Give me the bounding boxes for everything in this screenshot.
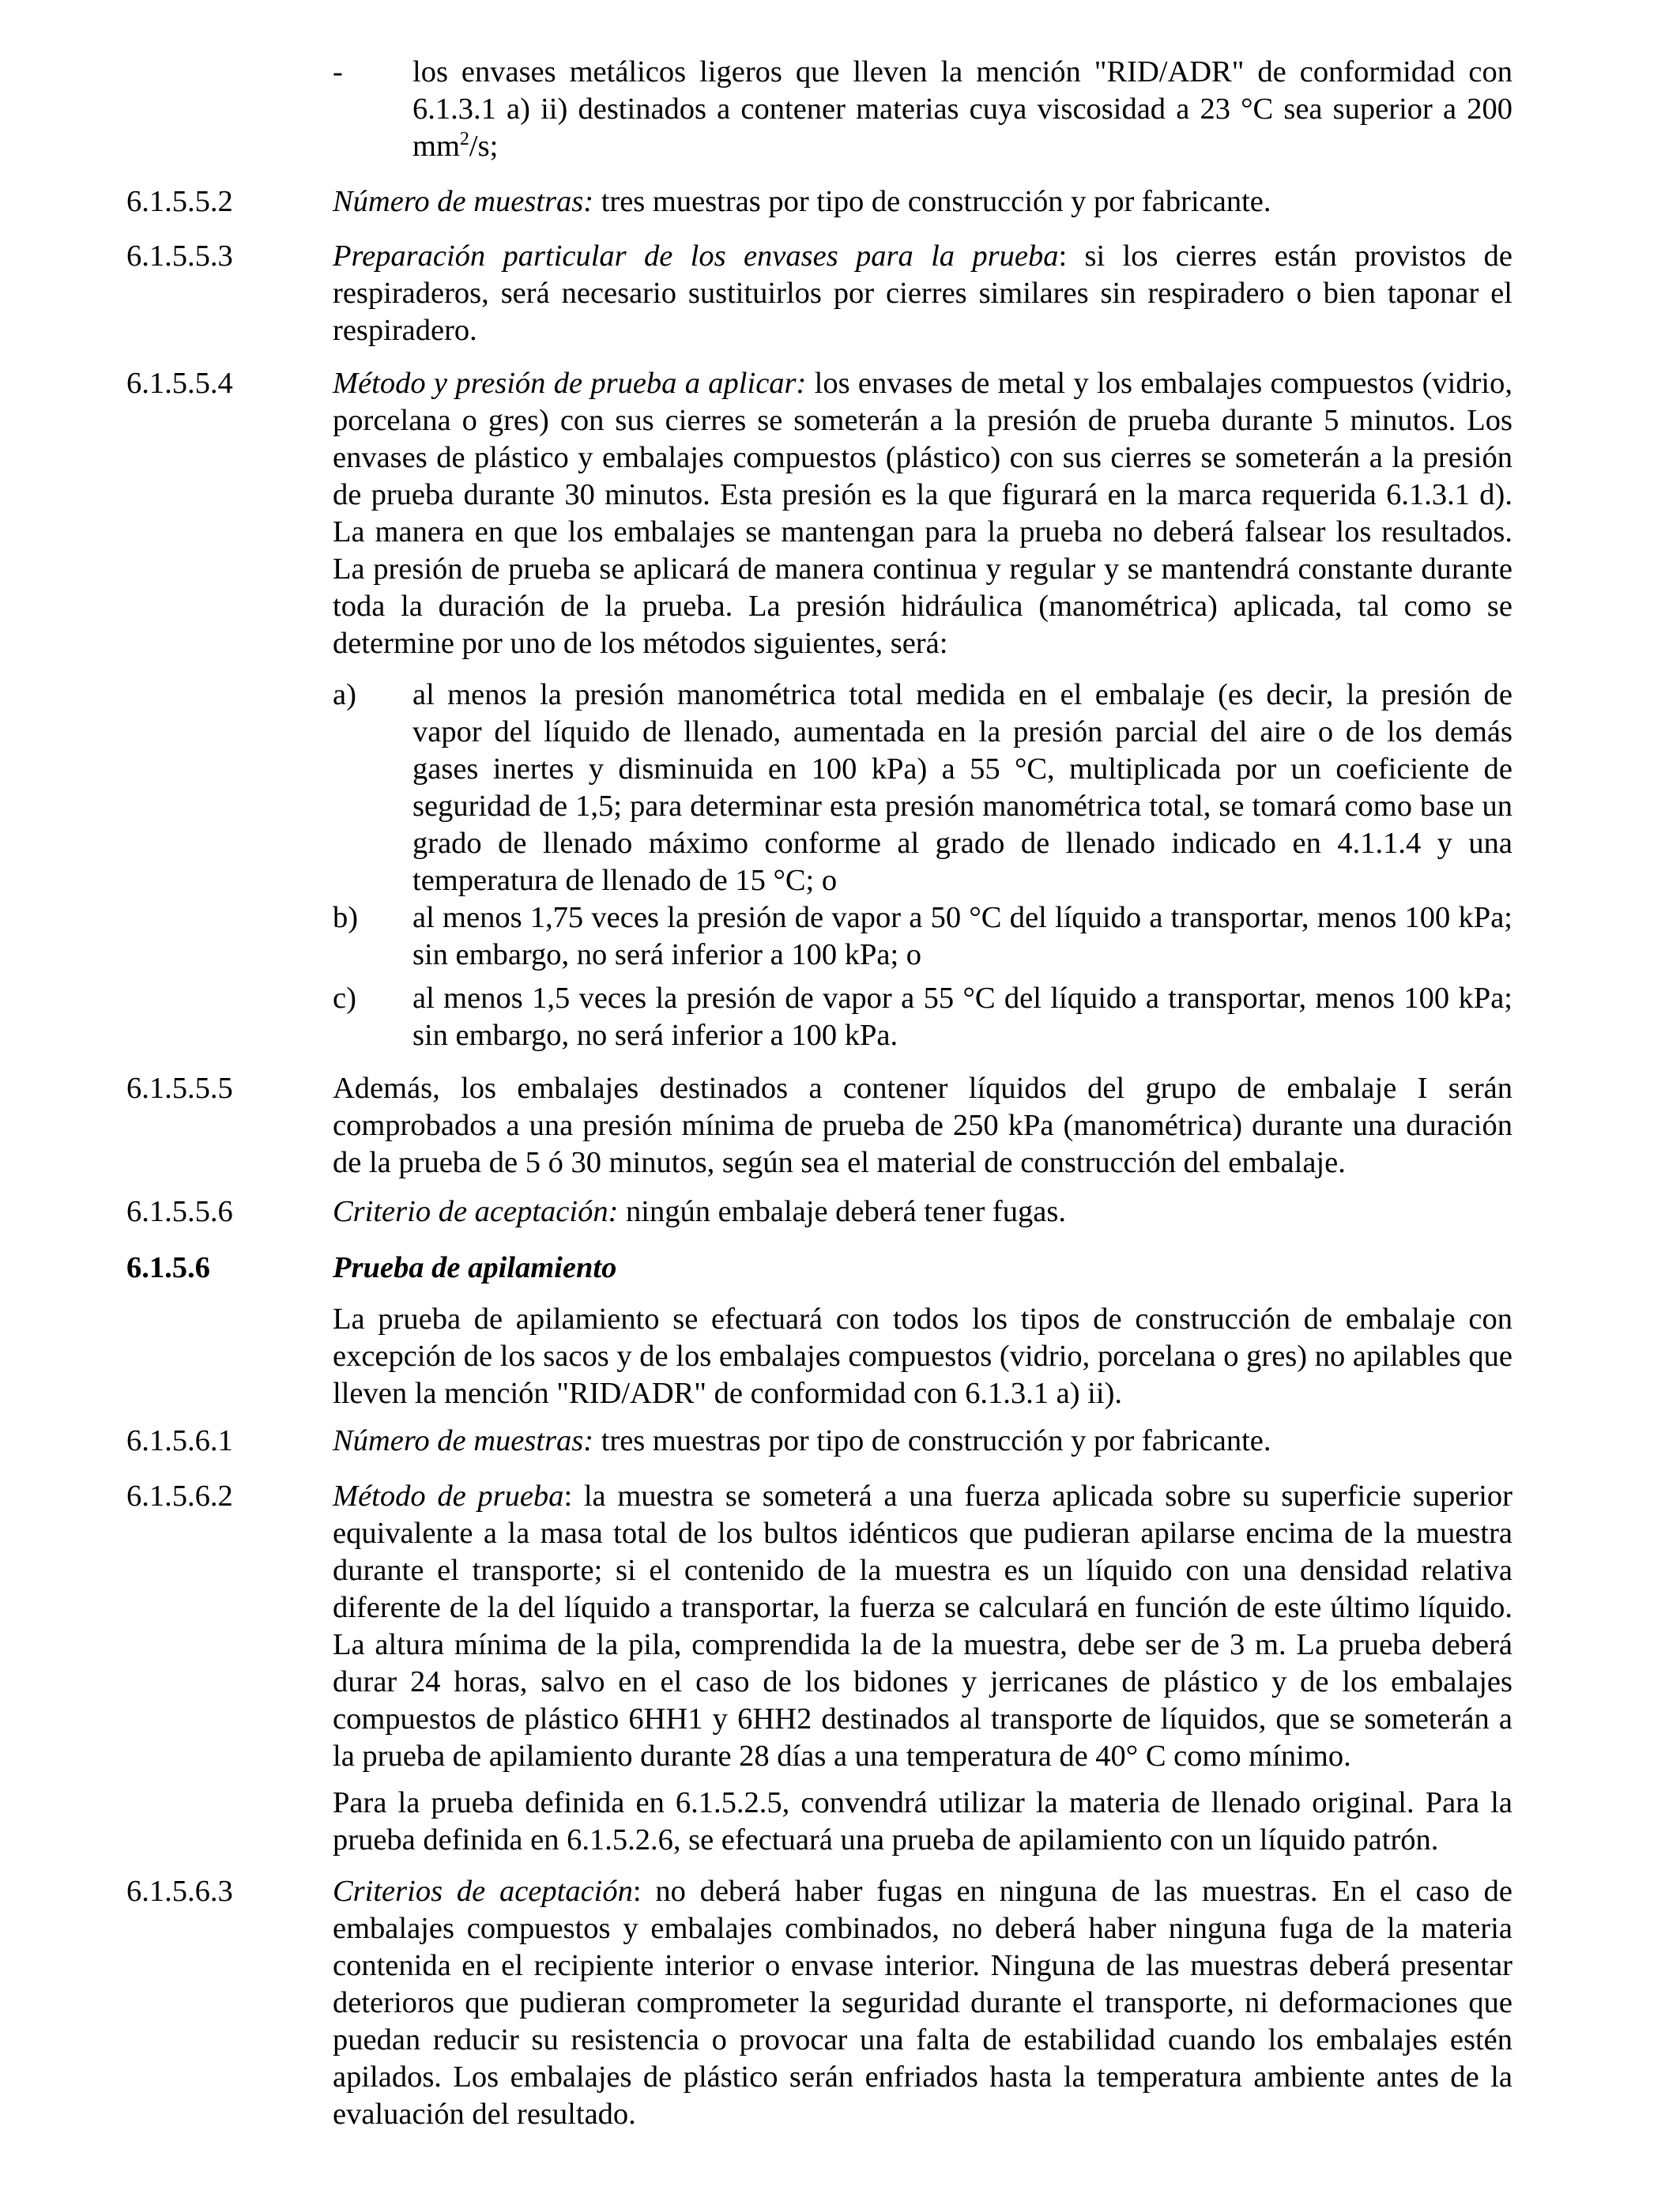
section-number: 6.1.5.6.2 — [126, 1480, 233, 1513]
list-marker: b) — [333, 901, 359, 934]
section-text: Preparación particular de los envases para la prueba: si los cierres están provistos de respiraderos, será necesario sustituirlos por cierres similares sin respiradero o bien taponar el respiradero. — [333, 239, 1512, 347]
section-text: La prueba de apilamiento se efectuará con todos los tipos de construcción de embalaje con excepción de los sacos y de los embalajes compuestos (vidrio, porcelana o gres) no apilables que lleven la mención "RID/ADR" de conformidad con 6.1.3.1 a) ii). — [333, 1302, 1512, 1410]
list-dash: - — [333, 55, 343, 89]
list-item-text: al menos 1,5 veces la presión de vapor a 55 °C del líquido a transportar, menos 100 kPa; sin embargo, no será inferior a 100 kPa. — [412, 982, 1512, 1052]
section-number: 6.1.5.6.3 — [126, 1875, 233, 1908]
section-number: 6.1.5.5.2 — [126, 185, 233, 218]
section-heading: Prueba de apilamiento — [333, 1251, 617, 1284]
section-text: Número de muestras: tres muestras por tipo de construcción y por fabricante. — [333, 185, 1271, 218]
list-marker: c) — [333, 982, 356, 1015]
list-marker: a) — [333, 678, 356, 711]
section-number: 6.1.5.6.1 — [126, 1424, 233, 1457]
section-text: Además, los embalajes destinados a contener líquidos del grupo de embalaje I serán comprobados a una presión mínima de prueba de 250 kPa (manométrica) durante una duración de la prueba de 5 ó 30 minutos, según sea el material de construcción del embalaje. — [333, 1072, 1512, 1179]
section-text: Método y presión de prueba a aplicar: los envases de metal y los embalajes compuestos (vidrio, porcelana o gres) con sus cierres se someterán a la presión de prueba durante 5 minutos. Los envases de plástico y embalajes compuestos (plástico) con sus cierres se someterán a la presión de prueba durante 30 minutos. Esta presión es la que figurará en la marca requerida 6.1.3.1 d). La manera en que los embalajes se mantengan para la prueba no deberá falsear los resultados. La presión de prueba se aplicará de manera continua y regular y se mantendrá constante durante toda la duración de la prueba. La presión hidráulica (manométrica) aplicada, tal como se determine por uno de los métodos siguientes, será: — [333, 367, 1513, 660]
section-number: 6.1.5.6 — [126, 1251, 210, 1284]
section-text: Criterios de aceptación: no deberá haber fugas en ninguna de las muestras. En el caso de embalajes compuestos y embalajes combinados, no deberá haber ninguna fuga de la materia contenida en el recipiente interior o envase interior. Ninguna de las muestras deberá presentar deterioros que pudieran comprometer la seguridad durante el transporte, ni deformaciones que puedan reducir su resistencia o provocar una falta de estabilidad cuando los embalajes estén apilados. Los embalajes de plástico serán enfriados hasta la temperatura ambiente antes de la evaluación del resultado. — [333, 1875, 1512, 2131]
section-number: 6.1.5.5.6 — [126, 1195, 233, 1228]
section-number: 6.1.5.5.3 — [126, 239, 233, 273]
list-item-text: al menos la presión manométrica total medida en el embalaje (es decir, la presión de vapor del líquido de llenado, aumentada en la presión parcial del aire o de los demás gases inertes y disminuida en 100 kPa) a 55 °C, multiplicada por un coeficiente de seguridad de 1,5; para determinar esta presión manométrica total, se tomará como base un grado de llenado máximo conforme al grado de llenado indicado en 4.1.1.4 y una temperatura de llenado de 15 °C; o — [412, 678, 1512, 897]
list-item-text: al menos 1,75 veces la presión de vapor a 50 °C del líquido a transportar, menos 100 kPa; sin embargo, no será inferior a 100 kPa; o — [412, 901, 1512, 971]
section-text: Método de prueba: la muestra se someterá a una fuerza aplicada sobre su superficie superior equivalente a la masa total de los bultos idénticos que pudieran apilarse encima de la muestra durante el transporte; si el contenido de la muestra es un líquido con una densidad relativa diferente de la del líquido a transportar, la fuerza se calculará en función de este último líquido. La altura mínima de la pila, comprendida la de la muestra, debe ser de 3 m. La prueba deberá durar 24 horas, salvo en el caso de los bidones y jerricanes de plástico y de los embalajes compuestos de plástico 6HH1 y 6HH2 destinados al transporte de líquidos, que se someterán a la prueba de apilamiento durante 28 días a una temperatura de 40° C como mínimo. — [333, 1480, 1512, 1773]
section-number: 6.1.5.5.4 — [126, 367, 233, 400]
intro-item-text: los envases metálicos ligeros que lleven la mención "RID/ADR" de conformidad con 6.1.3.1 a) ii) destinados a contener materias cuya viscosidad a 23 °C sea superior a 200 $mm^2/s$; — [412, 55, 1512, 163]
section-text: Para la prueba definida en 6.1.5.2.5, convendrá utilizar la materia de llenado original. Para la prueba definida en 6.1.5.2.6, se efectuará una prueba de apilamiento con un líquido patrón. — [333, 1786, 1512, 1857]
section-text: Criterio de aceptación: ningún embalaje deberá tener fugas. — [333, 1195, 1066, 1228]
section-number: 6.1.5.5.5 — [126, 1072, 233, 1105]
section-text: Número de muestras: tres muestras por tipo de construcción y por fabricante. — [333, 1424, 1271, 1457]
